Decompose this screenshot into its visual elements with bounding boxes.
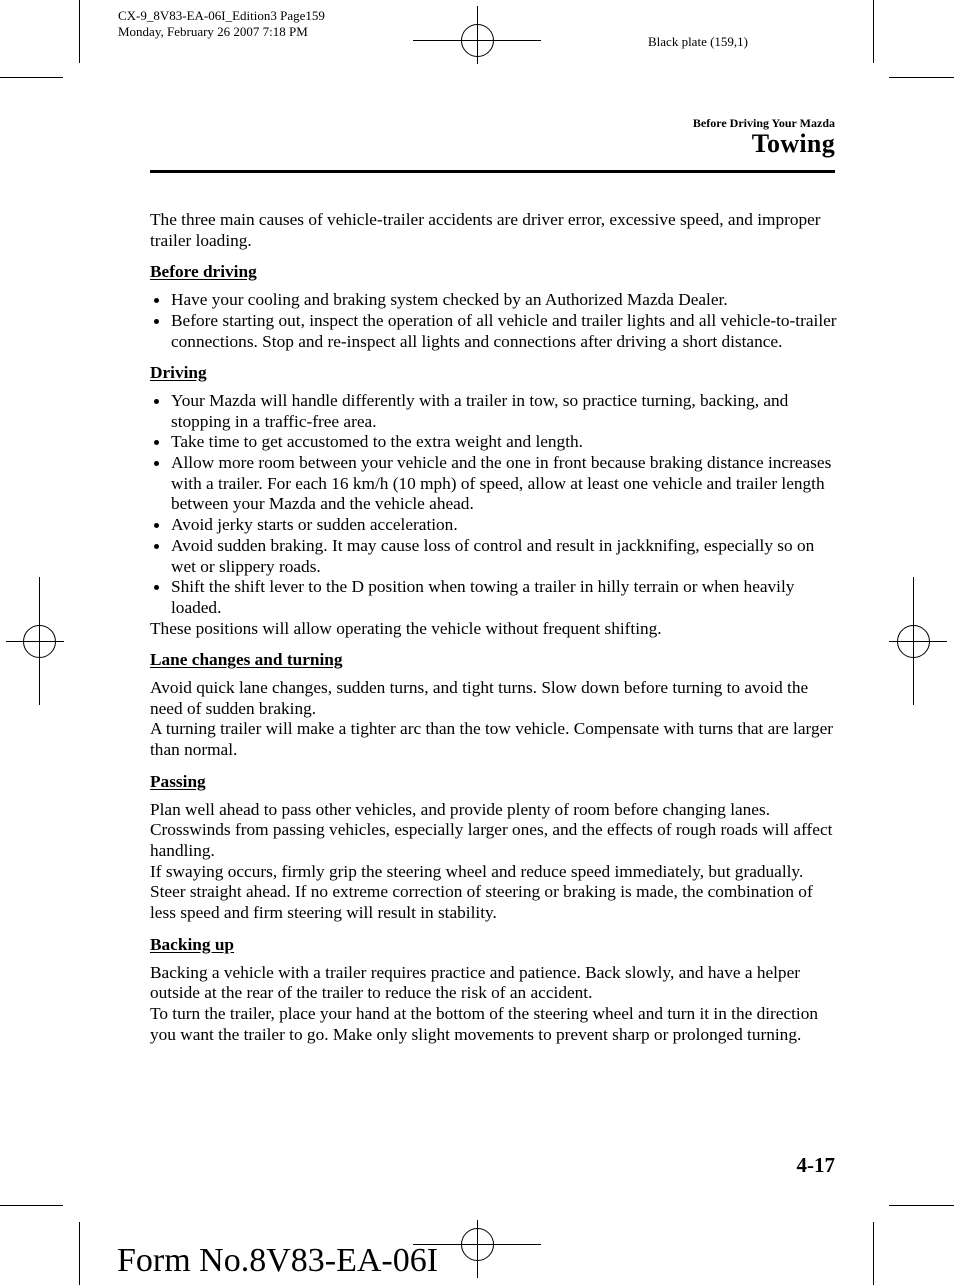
- heading-before-driving: Before driving: [150, 262, 257, 282]
- page-content: [150, 210, 840, 1045]
- passing-paragraph: Plan well ahead to pass other vehicles, and provide plenty of room before changing lanes.: [150, 799, 771, 819]
- backing-up-paragraph: Backing a vehicle with a trailer requires practice and patience. Back slowly, and have a helper outside at the rear of the trailer to reduce the risk of an accident.: [150, 962, 800, 1003]
- list-item: Take time to get accustomed to the extra weight and length.: [150, 432, 840, 453]
- heading-backing-up: Backing up: [150, 934, 235, 954]
- intro-paragraph: The three main causes of vehicle-trailer accidents are driver error, excessive speed, and improper trailer loading.: [150, 210, 821, 250]
- passing-paragraph: If swaying occurs, firmly grip the steering wheel and reduce speed immediately, but gradually.: [150, 861, 804, 881]
- form-number: Form No.8V83-EA-06I: [117, 1242, 439, 1279]
- heading-driving: Driving: [150, 363, 207, 383]
- lane-changes-paragraph: Avoid quick lane changes, sudden turns, and tight turns. Slow down before turning to avoid the need of sudden braking.: [150, 678, 809, 718]
- passing-paragraph: Steer straight ahead. If no extreme correction of steering or braking is made, the combination of less speed and firm steering will result in stability.: [150, 882, 813, 923]
- driving-list: [150, 391, 840, 619]
- section-label: Before Driving Your Mazda: [692, 116, 835, 130]
- list-item: Before starting out, inspect the operation of all vehicle and trailer lights and all vehicle-to-trailer connections. Stop and re-inspect all lights and connections after driving a short distance.: [150, 311, 840, 352]
- print-date-line: Monday, February 26 2007 7:18 PM: [118, 24, 308, 39]
- passing-paragraph: Crosswinds from passing vehicles, especially larger ones, and the effects of rough roads will affect handling.: [150, 820, 833, 860]
- print-job-line: CX-9_8V83-EA-06I_Edition3 Page159: [118, 8, 325, 23]
- heading-passing: Passing: [150, 771, 206, 791]
- backing-up-paragraph: To turn the trailer, place your hand at the bottom of the steering wheel and turn it in the direction you want the trailer to go. Make only slight movements to prevent sharp or prolonged turning.: [150, 1003, 819, 1044]
- before-driving-list: [150, 290, 840, 352]
- title-rule: [150, 170, 835, 173]
- print-job-info: [118, 8, 325, 40]
- lane-changes-paragraph: A turning trailer will make a tighter arc than the tow vehicle. Compensate with turns that are larger than normal.: [150, 719, 834, 760]
- list-item: Shift the shift lever to the D position when towing a trailer in hilly terrain or when heavily loaded.: [150, 577, 840, 618]
- plate-label: Black plate (159,1): [648, 34, 748, 49]
- page-number: 4-17: [796, 1153, 835, 1177]
- list-item: Have your cooling and braking system checked by an Authorized Mazda Dealer.: [150, 290, 840, 311]
- list-item: Avoid jerky starts or sudden acceleration.: [150, 515, 840, 536]
- list-item: Avoid sudden braking. It may cause loss of control and result in jackknifing, especially so on wet or slippery roads.: [150, 536, 840, 577]
- list-item: Allow more room between your vehicle and the one in front because braking distance increases with a trailer. For each 16 km/h (10 mph) of speed, allow at least one vehicle and trailer length between your Mazda and the vehicle ahead.: [150, 453, 840, 515]
- page-title: Towing: [751, 129, 835, 158]
- list-item: Your Mazda will handle differently with a trailer in tow, so practice turning, backing, and stopping in a traffic-free area.: [150, 391, 840, 432]
- driving-note: These positions will allow operating the vehicle without frequent shifting.: [150, 618, 662, 638]
- heading-lane-changes: Lane changes and turning: [150, 650, 343, 670]
